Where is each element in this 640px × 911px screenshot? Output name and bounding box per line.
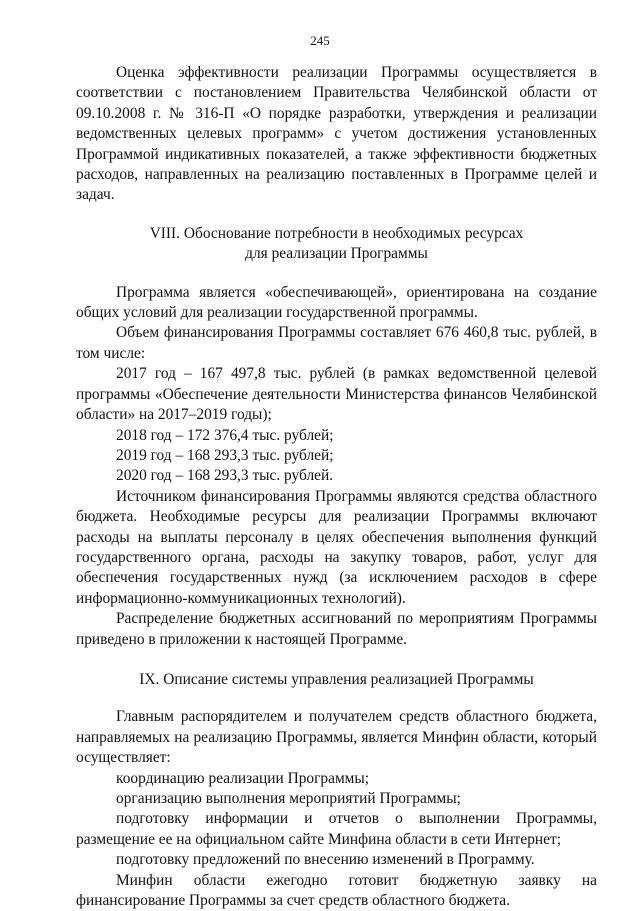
paragraph: Оценка эффективности реализации Программы осуществляется в соответствии с постановлением Правительства Челябинской области от 09.10.2008 г. № 316-П «О порядке разработки, утверждения и реализации ведомственных целевых программ» с учетом достижения установленных Программой индикативных показателей, а также эффективности бюджетных расходов, направленных на реализацию поставленных в Программе целей и задач. [76,64,597,204]
paragraph: подготовку предложений по внесению изменений в Программу. [116,851,535,869]
section-heading-8-line2: для реализации Программы [245,245,428,263]
paragraph: Источником финансирования Программы являются средства областного бюджета. Необходимые ресурсы для реализации Программы включают расходы на выплаты персоналу в целях обеспечения выполнения функций государственного органа, расходы на закупку товаров, работ, услуг для обеспечения государственных нужд (за исключением расходов в сфере информационно-коммуникационных технологий). [76,487,597,607]
page-number: 245 [310,33,330,48]
paragraph: Минфин области ежегодно готовит бюджетную заявку на финансирование Программы за счет средств областного бюджета. [76,871,597,910]
paragraph: организацию выполнения мероприятий Программы; [116,790,461,807]
paragraph: Распределение бюджетных ассигнований по мероприятиям Программы приведено в приложении к настоящей Программе. [76,610,597,648]
paragraph: координацию реализации Программы; [116,769,370,787]
document-body [76,63,597,911]
paragraph: Объем финансирования Программы составляет 676 460,8 тыс. рублей, в том числе: [76,324,597,362]
section-heading-9: IX. Описание системы управления реализацией Программы [139,670,534,688]
paragraph: 2019 год – 168 293,3 тыс. рублей; [116,446,334,464]
paragraph: 2017 год – 167 497,8 тыс. рублей (в рамках ведомственной целевой программы «Обеспечение деятельности Министерства финансов Челябинской области» на 2017–2019 годы); [76,365,597,424]
paragraph: Главным распорядителем и получателем средств областного бюджета, направляемых на реализацию Программы, является Минфин области, который осуществляет: [76,708,597,767]
paragraph: подготовку информации и отчетов о выполнении Программы, размещение ее на официальном сайте Минфина области в сети Интернет; [76,810,597,848]
paragraph: 2020 год – 168 293,3 тыс. рублей. [116,467,334,485]
paragraph: 2018 год – 172 376,4 тыс. рублей; [116,426,334,444]
paragraph: Программа является «обеспечивающей», ориентирована на создание общих условий для реализации государственной программы. [76,283,597,322]
section-heading-8-line1: VIII. Обоснование потребности в необходимых ресурсах [149,224,524,242]
